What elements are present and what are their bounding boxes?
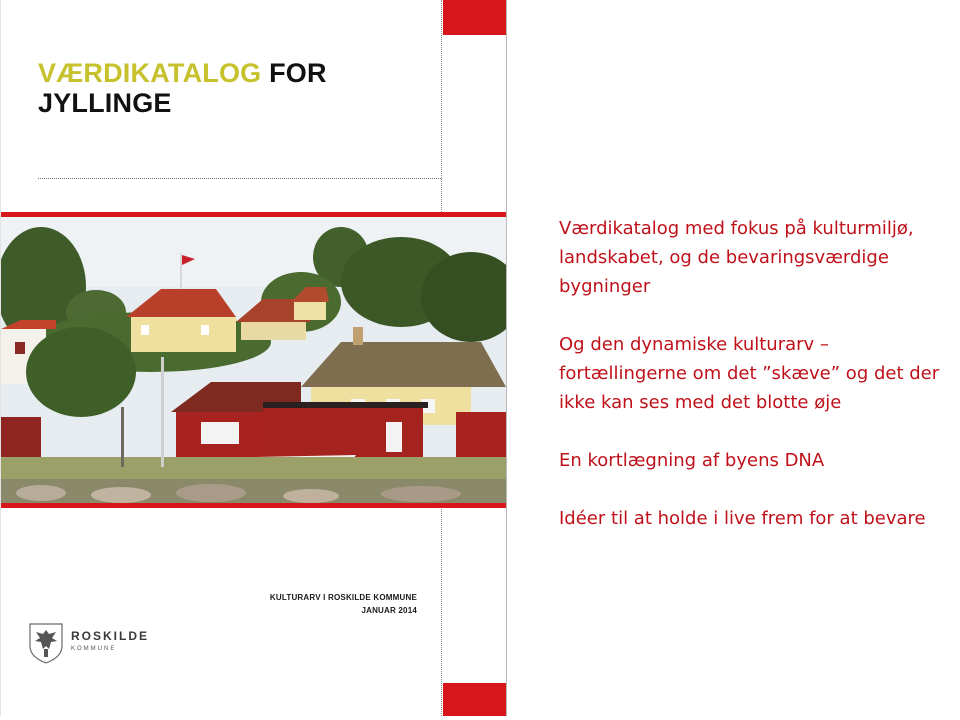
logo-subtitle: KOMMUNE [71, 646, 117, 652]
cover-guide-line-horizontal [38, 178, 441, 179]
cover-photo [1, 212, 507, 508]
cover-footer-date: JANUAR 2014 [361, 606, 417, 615]
cover-corner-block-bottom [443, 683, 507, 716]
cover-corner-block-top [443, 0, 507, 35]
note-item: En kortlægning af byens DNA [559, 450, 825, 471]
logo-name: ROSKILDE [71, 629, 150, 643]
roskilde-logo [27, 622, 157, 666]
village-photo-illustration [1, 217, 507, 503]
cover-footer-line-1: KULTURARV I ROSKILDE KOMMUNE [269, 593, 417, 602]
cover-title [38, 58, 438, 118]
cover-title-accent: VÆRDIKATALOG [38, 58, 262, 88]
cover-title-line2: JYLLINGE [38, 88, 172, 118]
cover-title-rest: FOR [269, 58, 327, 88]
slide-notes [559, 214, 949, 562]
note-item: Og den dynamiske kulturarv – fortællingerne om det ”skæve” og det der ikke kan ses med det blotte øje [559, 334, 940, 413]
note-item: Værdikatalog med fokus på kulturmiljø, landskabet, og de bevaringsværdige bygninger [559, 218, 914, 297]
note-item: Idéer til at holde i live frem for at bevare [559, 508, 926, 529]
coat-of-arms-icon [27, 622, 65, 664]
